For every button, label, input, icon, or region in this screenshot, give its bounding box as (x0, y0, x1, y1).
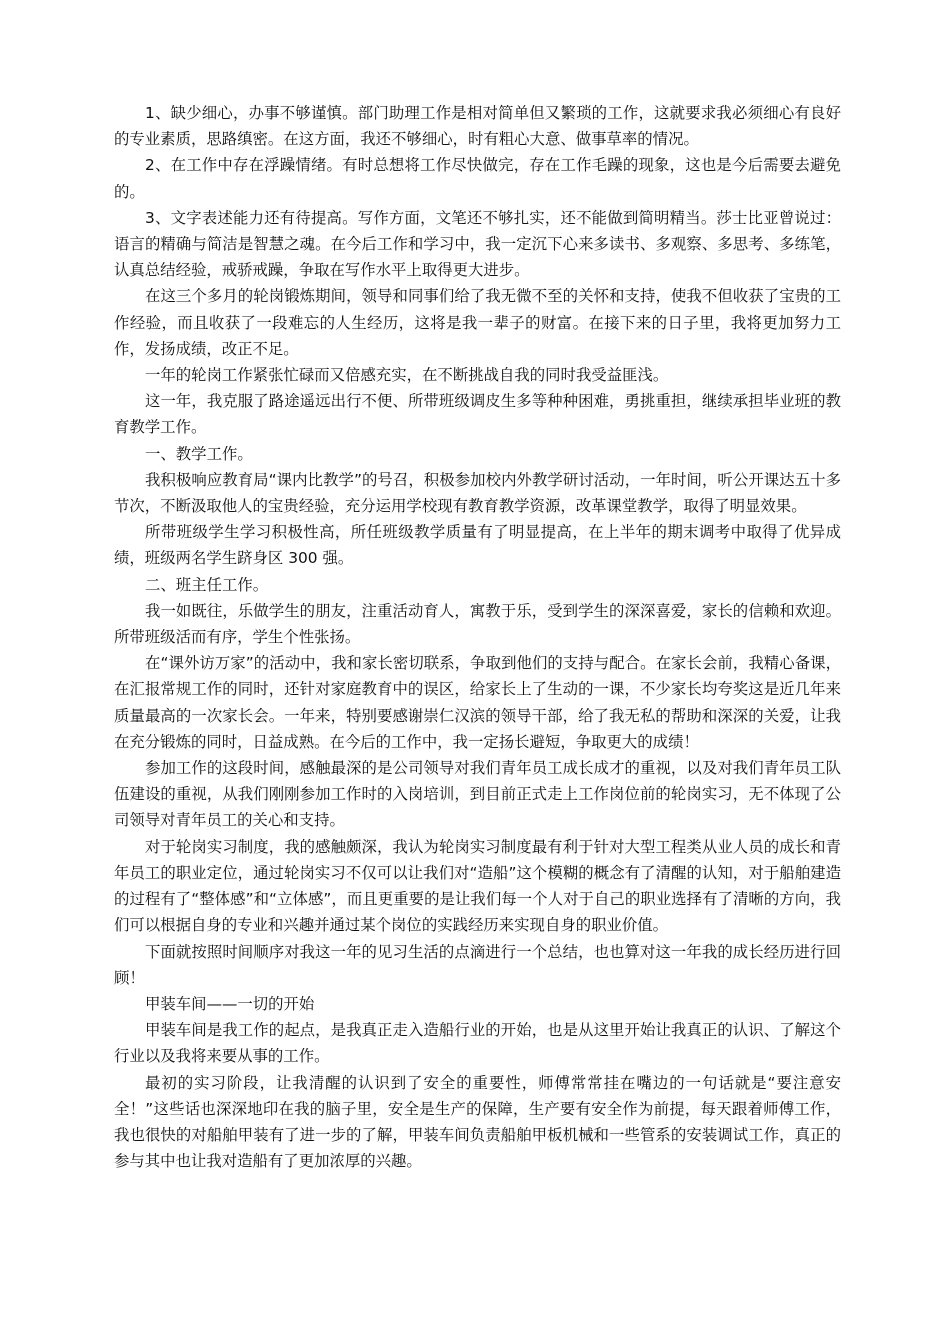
paragraph: 3、文字表述能力还有待提高。写作方面，文笔还不够扎实，还不能做到简明精当。莎士比亚曾说过：语言的精确与简洁是智慧之魂。在今后工作和学习中，我一定沉下心来多读书、多观察、多思考、多练笔，认真总结经验，戒骄戒躁，争取在写作水平上取得更大进步。 (114, 208, 841, 280)
paragraph: 一年的轮岗工作紧张忙碌而又倍感充实，在不断挑战自我的同时我受益匪浅。 (145, 366, 669, 385)
paragraph: 甲装车间是我工作的起点，是我真正走入造船行业的开始，也是从这里开始让我真正的认识、了解这个行业以及我将来要从事的工作。 (114, 1021, 841, 1066)
paragraph: 我积极响应教育局“课内比教学”的号召，积极参加校内外教学研讨活动，一年时间，听公开课达五十多节次，不断汲取他人的宝贵经验，充分运用学校现有教育教学资源，改革课堂教学，取得了明显效果。 (114, 470, 841, 516)
paragraph: 参加工作的这段时间，感触最深的是公司领导对我们青年员工成长成才的重视，以及对我们青年员工队伍建设的重视，从我们刚刚参加工作时的入岗培训，到目前正式走上工作岗位前的轮岗实习，无不体现了公司领导对青年员工的关心和支持。 (114, 759, 841, 830)
section-heading: 一、教学工作。 (145, 444, 253, 463)
section-heading: 二、班主任工作。 (145, 575, 269, 594)
paragraph: 所带班级学生学习积极性高，所任班级教学质量有了明显提高，在上半年的期末调考中取得了优异成绩，班级两名学生跻身区 300 强。 (114, 523, 841, 568)
paragraph: 最初的实习阶段，让我清醒的认识到了安全的重要性，师傅常常挂在嘴边的一句话就是“要注意安全！”这些话也深深地印在我的脑子里，安全是生产的保障，生产要有安全作为前提，每天跟着师傅工作，我也很快的对船舶甲装有了进一步的了解，甲装车间负责船舶甲板机械和一些管系的安装调试工作，真正的参与其中也让我对造船有了更加浓厚的兴趣。 (114, 1073, 841, 1171)
paragraph: 2、在工作中存在浮躁情绪。有时总想将工作尽快做完，存在工作毛躁的现象，这也是今后需要去避免的。 (114, 156, 841, 201)
paragraph: 1、缺少细心，办事不够谨慎。部门助理工作是相对简单但又繁琐的工作，这就要求我必须细心有良好的专业素质，思路缜密。在这方面，我还不够细心，时有粗心大意、做事草率的情况。 (114, 104, 841, 149)
paragraph: 下面就按照时间顺序对我这一年的见习生活的点滴进行一个总结，也也算对这一年我的成长经历进行回顾！ (114, 942, 841, 987)
paragraph: 在这三个多月的轮岗锻炼期间，领导和同事们给了我无微不至的关怀和支持，使我不但收获了宝贵的工作经验，而且收获了一段难忘的人生经历，这将是我一辈子的财富。在接下来的日子里，我将更加努力工作，发扬成绩，改正不足。 (114, 287, 841, 358)
document-body (114, 100, 841, 1174)
paragraph: 在“课外访万家”的活动中，我和家长密切联系，争取到他们的支持与配合。在家长会前，我精心备课，在汇报常规工作的同时，还针对家庭教育中的误区，给家长上了生动的一课，不少家长均夸奖这是近几年来质量最高的一次家长会。一年来，特别要感谢崇仁汉滨的领导干部，给了我无私的帮助和深深的关爱，让我在充分锻炼的同时，日益成熟。在今后的工作中，我一定扬长避短，争取更大的成绩！ (114, 654, 841, 751)
paragraph: 这一年，我克服了路途遥远出行不便、所带班级调皮生多等种种困难，勇挑重担，继续承担毕业班的教育教学工作。 (114, 392, 841, 437)
section-heading: 甲装车间——一切的开始 (145, 994, 315, 1013)
paragraph: 我一如既往，乐做学生的朋友，注重活动育人，寓教于乐，受到学生的深深喜爱，家长的信赖和欢迎。所带班级活而有序，学生个性张扬。 (114, 601, 841, 647)
paragraph: 对于轮岗实习制度，我的感触颇深，我认为轮岗实习制度最有利于针对大型工程类从业人员的成长和青年员工的职业定位，通过轮岗实习不仅可以让我们对“造船”这个模糊的概念有了清醒的认知，对于船舶建造的过程有了“整体感”和“立体感”，而且更重要的是让我们每一个人对于自己的职业选择有了清晰的方向，我们可以根据自身的专业和兴趣并通过某个岗位的实践经历来实现自身的职业价值。 (114, 837, 841, 935)
